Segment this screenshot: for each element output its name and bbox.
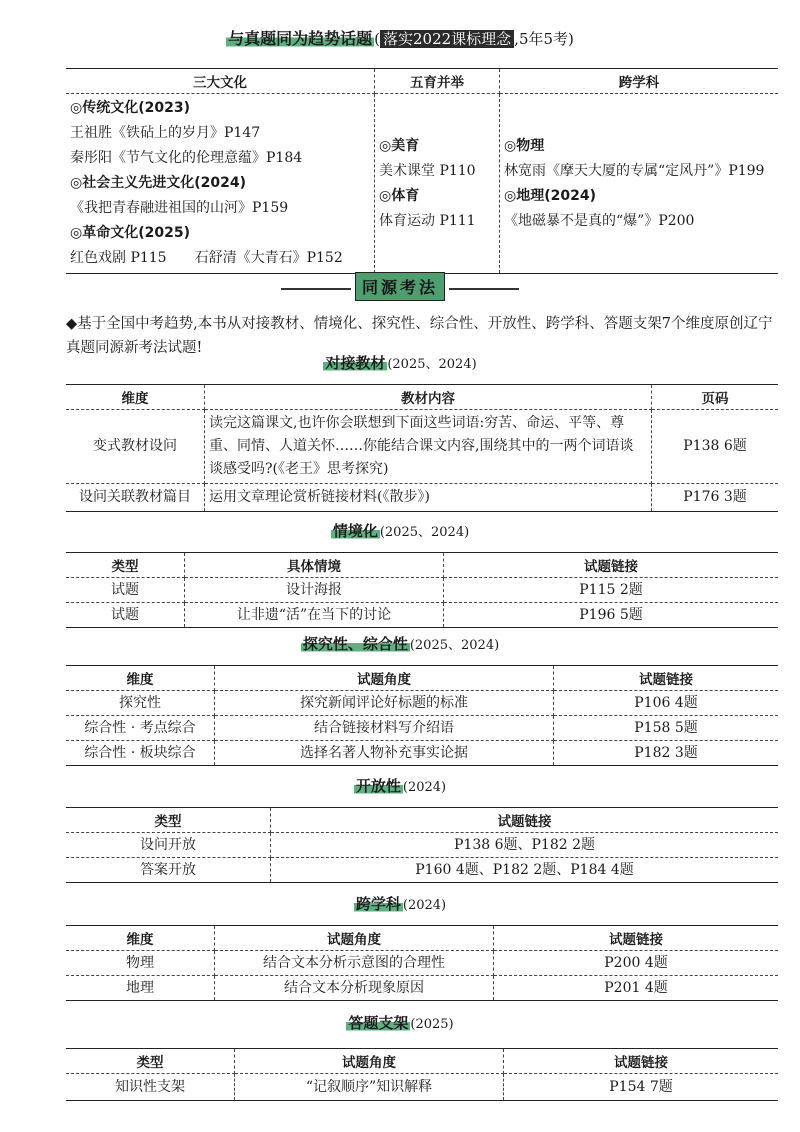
reading-entry: 《地磁暴不是真的“爆”》P200: [504, 212, 695, 229]
cell: 变式教材设问: [66, 410, 205, 484]
table-row: [66, 94, 778, 274]
col-header: 三大文化: [66, 69, 375, 94]
section-years: (2024): [402, 898, 447, 913]
table-row: [66, 578, 778, 603]
table-row: [66, 741, 778, 766]
cell: 选择名著人物补充事实论据: [215, 741, 554, 766]
col-header: 试题角度: [215, 666, 554, 691]
category-label: ◎物理: [504, 137, 545, 154]
category-label: ◎革命文化(2025): [70, 225, 190, 241]
reading-entry: 林宽雨《摩天大厦的专属“定风丹”》P199: [504, 162, 765, 179]
culture-table: [66, 68, 778, 274]
banner-label: 同源考法: [355, 272, 445, 301]
col-header: 类型: [66, 553, 185, 578]
col-header: 试题链接: [504, 1049, 779, 1074]
category-label: ◎传统文化(2023): [70, 100, 190, 116]
cell: 综合性 · 板块综合: [66, 741, 215, 766]
curriculum-badge: 落实2022课标理念: [380, 30, 514, 48]
category-label: ◎美育: [379, 137, 420, 154]
table-row: [66, 1074, 778, 1101]
table-header-row: [66, 69, 778, 94]
col-header: 跨学科: [500, 69, 779, 94]
table-row: [66, 691, 778, 716]
intro-paragraph: ◆基于全国中考趋势,本书从对接教材、情境化、探究性、综合性、开放性、跨学科、答题支架7个维度原创辽宁真题同源新考法试题!: [66, 316, 773, 356]
section-title-text: 答题支架: [348, 1014, 409, 1032]
reading-entry: 体育运动 P111: [379, 212, 476, 229]
cell: P138 6题: [652, 410, 779, 484]
table-row: [66, 976, 778, 1001]
section-title-text: 情境化: [332, 522, 378, 540]
col-header: 类型: [66, 808, 271, 833]
banner-line-left: [281, 288, 351, 290]
category-label: ◎体育: [379, 187, 420, 204]
cell: P138 6题、P182 2题: [271, 833, 779, 858]
context-table: [66, 552, 778, 628]
section-years: (2025、2024): [379, 525, 470, 540]
cell: P158 5题: [554, 716, 779, 741]
cross-cell: [500, 94, 779, 274]
cell: 探究新闻评论好标题的标准: [215, 691, 554, 716]
section-years: (2025、2024): [387, 357, 477, 372]
cell: 设问开放: [66, 833, 271, 858]
cell: 结合文本分析现象原因: [215, 976, 494, 1001]
trend-heading: [0, 26, 800, 49]
reading-entry: 美术课堂 P110: [379, 162, 476, 179]
section-title-text: 跨学科: [355, 895, 401, 913]
open-table: [66, 807, 778, 883]
cell: 地理: [66, 976, 215, 1001]
cell: P160 4题、P182 2题、P184 4题: [271, 858, 779, 883]
cell: 试题: [66, 578, 185, 603]
textbook-table: [66, 384, 778, 512]
section-years: (2024): [402, 780, 447, 795]
edu-cell: [375, 94, 500, 274]
cell: 知识性支架: [66, 1074, 235, 1101]
table-header-row: [66, 926, 778, 951]
trend-suffix: ,5年5考): [514, 30, 574, 48]
section-banner: [0, 272, 800, 301]
cell: P176 3题: [652, 484, 779, 512]
table-row: [66, 716, 778, 741]
section-title-cross: [0, 893, 800, 914]
cell: 结合链接材料写介绍语: [215, 716, 554, 741]
cell: “记叙顺序”知识解释: [235, 1074, 504, 1101]
reading-entry: 红色戏剧 P115 石舒清《大青石》P152: [70, 250, 343, 266]
section-title-text: 开放性: [355, 777, 401, 795]
trend-title: 与真题同为趋势话题: [228, 29, 373, 48]
category-label: ◎社会主义先进文化(2024): [70, 175, 246, 191]
col-header: 教材内容: [205, 385, 652, 410]
col-header: 页码: [652, 385, 779, 410]
section-title-textbook: [0, 352, 800, 373]
cell: 探究性: [66, 691, 215, 716]
section-title-text: 对接教材: [325, 354, 386, 372]
section-years: (2025): [410, 1017, 454, 1032]
table-row: [66, 484, 778, 512]
cross-table: [66, 925, 778, 1001]
table-row: [66, 410, 778, 484]
section-title-scaffold: [0, 1012, 800, 1033]
col-header: 维度: [66, 926, 215, 951]
col-header: 五育并举: [375, 69, 500, 94]
table-header-row: [66, 553, 778, 578]
col-header: 具体情境: [185, 553, 444, 578]
col-header: 试题链接: [444, 553, 779, 578]
table-row: [66, 951, 778, 976]
col-header: 试题角度: [215, 926, 494, 951]
col-header: 维度: [66, 666, 215, 691]
reading-entry: 王祖胜《铁砧上的岁月》P147: [70, 125, 261, 141]
cell: P196 5题: [444, 603, 779, 628]
section-years: (2025、2024): [409, 638, 500, 653]
scaffold-table: [66, 1048, 778, 1101]
table-row: [66, 858, 778, 883]
section-title-inquiry: [0, 633, 800, 654]
cell: P201 4题: [494, 976, 779, 1001]
cell: 设计海报: [185, 578, 444, 603]
cell: 读完这篇课文,也许你会联想到下面这些词语:穷苦、命运、平等、尊重、同情、人道关怀……你能结合课文内容,围绕其中的一两个词语谈谈感受吗?(《老王》思考探究): [205, 410, 652, 484]
cell: 结合文本分析示意图的合理性: [215, 951, 494, 976]
category-label: ◎地理(2024): [504, 187, 596, 204]
cell: P154 7题: [504, 1074, 779, 1101]
col-header: 维度: [66, 385, 205, 410]
table-header-row: [66, 808, 778, 833]
reading-entry: 《我把青春融进祖国的山河》P159: [70, 200, 289, 216]
cell: P115 2题: [444, 578, 779, 603]
cell: 试题: [66, 603, 185, 628]
table-row: [66, 603, 778, 628]
col-header: 试题角度: [235, 1049, 504, 1074]
col-header: 试题链接: [554, 666, 779, 691]
table-row: [66, 833, 778, 858]
cell: 答案开放: [66, 858, 271, 883]
table-header-row: [66, 385, 778, 410]
reading-entry: 秦彤阳《节气文化的伦理意蕴》P184: [70, 150, 303, 166]
banner-line-right: [449, 288, 519, 290]
cell: 运用文章理论赏析链接材料(《散步》): [205, 484, 652, 512]
section-title-open: [0, 775, 800, 796]
col-header: 试题链接: [494, 926, 779, 951]
cell: 设问关联教材篇目: [66, 484, 205, 512]
section-title-context: [0, 520, 800, 541]
col-header: 试题链接: [271, 808, 779, 833]
cell: P200 4题: [494, 951, 779, 976]
table-header-row: [66, 1049, 778, 1074]
cell: 让非遗“活”在当下的讨论: [185, 603, 444, 628]
culture-cell: [66, 94, 375, 274]
trend-paren: (: [374, 30, 380, 48]
inquiry-table: [66, 665, 778, 766]
cell: 综合性 · 考点综合: [66, 716, 215, 741]
table-header-row: [66, 666, 778, 691]
cell: P182 3题: [554, 741, 779, 766]
section-title-text: 探究性、综合性: [302, 635, 408, 653]
col-header: 类型: [66, 1049, 235, 1074]
cell: 物理: [66, 951, 215, 976]
cell: P106 4题: [554, 691, 779, 716]
